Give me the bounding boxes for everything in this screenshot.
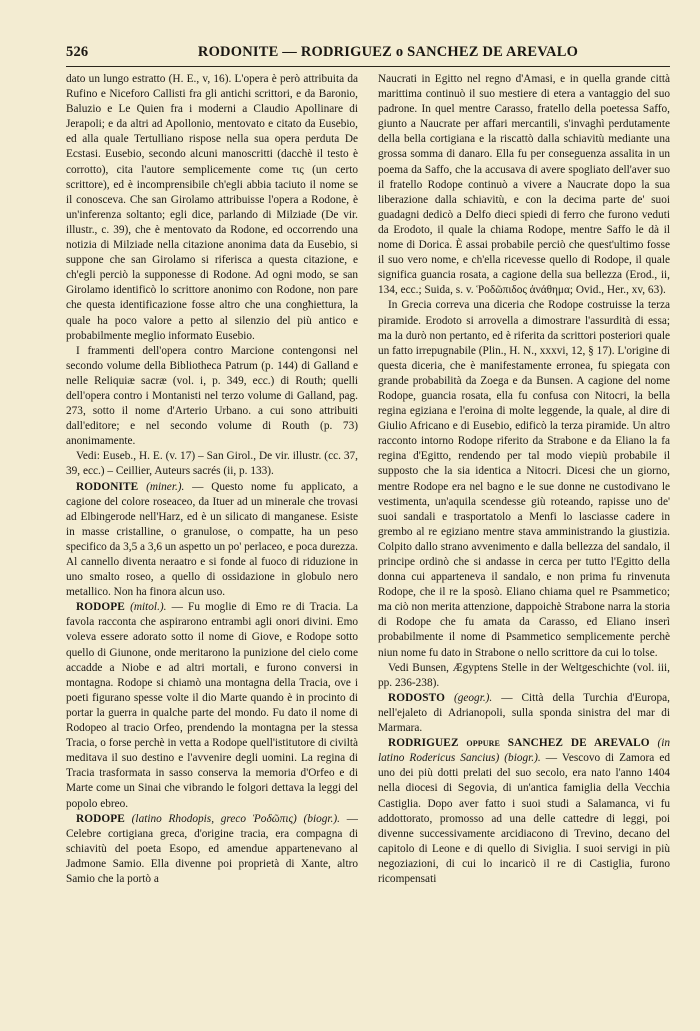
entry-tag: (in latino Rodericus Sancius) (biogr.).: [378, 737, 670, 765]
paragraph: [66, 344, 358, 450]
entry-headword: RODOPE: [76, 601, 125, 614]
paragraph-text: Vedi: Euseb., H. E. (v. 17) – San Girol., De vir. illustr. (cc. 37, 39, ecc.) – Ceillier, Auteurs sacrés (ii, p. 133).: [66, 450, 358, 478]
paragraph-text: dato un lungo estratto (H. E., v, 16). L'opera è però attribuita da Rufino e Niceforo Callisti fra gli antichi scrittori, e da Baronio, Baluzio e Le Quien fra i moderni a Claudio Apollinare di Jerapoli; e da altri ad Apollonio, mentovato e citato da Eusebio, ed alla quale Tertulliano rispose nella sua opera perduta De Ecstasi. Eusebio, secondo alcuni manoscritti (dacchè il testo è corrotto), cita l'autore semplicemente come τις (un certo scrittore), ed è incomprensibile ch'egli abbia taciuto il nome se il conosceva. Che san Girolamo attribuisse l'opera a Rodone, è un'inferenza soltanto; egli dice, parlando di Milziade (De vir. illustr., c. 39), che è mentovato da Rodone, ed occorrendo una notizia di Milziade nella citazione anonima data da Eusebio, si suppone che san Girolamo si riferisca a questa citazione, e ch'egli perciò la supponesse di Rodone. Ad ogni modo, se san Girolamo identificò lo scrittore anonimo con Rodone, non pare che questa identificazione fosse altro che una congħiettura, la quale ha poco valore a petto al silenzio del più antico e probabilmente meglio informato Eusebio.: [66, 73, 358, 342]
entry-headword: RODRIGUEZ oppure SANCHEZ DE AREVALO: [388, 737, 650, 750]
entry-tag: (mitol.).: [130, 601, 167, 614]
paragraph: [66, 449, 358, 479]
left-column: [66, 72, 358, 1011]
paragraph-text: I frammenti dell'opera contro Marcione contengonsi nel secondo volume della Bibliotheca Patrum (p. 144) di Galland e nelle Reliquiæ sacræ (vol. i, p. 349, ecc.) di Routh; quelli dell'opera contro i Montanisti nel terzo volume di Galland, pag. 273, sotto il nome d'Arterio Urbano. a cui sono attribuiti dall'editore; e nel secondo volume di Routh (p. 73) anonimamente.: [66, 344, 358, 448]
page-number: 526: [66, 44, 89, 60]
dictionary-entry: [66, 812, 358, 887]
paragraph-text: Naucrati in Egitto nel regno d'Amasi, e in quella grande città marittima continuò il suo mestiere di etera a vantaggio del suo padrone. In quel mentre Carasso, fratello della poetessa Saffo, giunto a Naucrate per affari mercantili, s'invaghì perdutamente della bella cortigiana e la riscattò dalla schiavitù mediante una grossa somma di danaro. Ella fu per conseguenza assalita in un poema da Saffo, che la accusava di avere spogliato dell'aver suo il fratello Rodope continuò a vivere a Naucrate dopo la sua liberazione dalla schiavitù, e con la decima parte de' suoi guadagni dedicò a Delfo dieci spiedi di ferro che furono veduti da Erodoto, il quale la chiama Rodope, mentre Saffo le dà il nome di Dorica. È assai probabile perciò che quest'ultimo fosse il suo vero nome, e ch'ella ricevesse quello di Rodope, il quale significa guancia rosata, a cagione della sua bellezza (Erod., ii, 134, ecc.; Suida, s. v. Ῥοδῶπιδος ἀνάθημα; Ovid., Her., xv, 63).: [378, 73, 670, 297]
paragraph-text: In Grecia correva una diceria che Rodope costruisse la terza piramide. Erodoto si arrovella a dimostrare l'assurdità di essa; ma la durò non pertanto, ed è riferita da scrittori posteriori quale un fatto irrepugnabile (Plin., H. N., xxxvi, 12, § 17). L'origine di questa diceria, che è manifestamente erronea, fu spiegata con grande probabilità da Zoega e da Bunsen. A cagione del nome Rodope, guancia rosata, ella fu confusa con Nitocri, la bella regina egiziana e l'eroina di molte leggende, la quale, al dire di Giulio Africano e di Eusebio, edificò la terza piramide. Un altro racconto intorno Rodope riferito da Strabone e da Eliano la fa regina d'Egitto, rendendo per tal modo viepiù probabile il supposto che la sia identica a Nitocri. Dicesi che un giorno, mentre Rodope era nel bagno e le sue donne ne custodivano le vestimenta, un'aquila scendesse giù roteando, rapisse uno de' suoi sandali e trasportatolo a Menfi lo lasciasse cadere in grembo al re egiziano mentre stava amministrando la giustizia. Colpito dallo strano avvenimento e dalla bellezza del sandalo, il principe ordinò che si andasse in cerca per tutto l'Egitto della donna cui apparteneva il sandalo, e non prima fu rinvenuta Rodope, che il re la sposò. Eliano chiama quel re Psammetico; ma ciò non merita attenzione, dappoichè Strabone narra la storia di Rodope che fu amata da Carasso, ed Eliano inserì probabilmente il nome di Psammetico semplicemente perchè niun nome fu dato in Strabone o nello scrittore da cui lo tolse.: [378, 299, 670, 659]
entry-headword: RODONITE: [76, 480, 139, 493]
dictionary-entry: [66, 600, 358, 811]
paragraph: [378, 661, 670, 691]
header-rule: [66, 66, 670, 67]
entry-tag: (latino Rhodopis, greco Ῥοδῶπις) (biogr.).: [131, 812, 340, 825]
paragraph-text: — Fu moglie di Emo re di Tracia. La favola racconta che aspirarono entrambi agli onori divini. Emo voleva essere adorato sotto il nome di Giove, e Rodope sotto quello di Giunone, onde meritarono la punizione del cielo come accadde a Niobe e ad altri mortali, e furono conversi in montagna. Rodope si chiamò una montagna della Tracia, ove i poeti figurano spesse volte il dio Marte quando è in procinto di portar la guerra in qualche parte del mondo. Fu dato il nome di Rodopeo al tracio Orfeo, prendendo la montagna per la stessa Tracia, o forse perchè in vetta a Rodope quell'istitutore di civiltà meditava il suo destino e l'avvenire degli uomini. La regina di Tracia trasformata in sasso conserva la memoria d'Orfeo e di Marte come un Sinai che vibrando le folgori dettava la leggi del popolo ebreo.: [66, 601, 358, 810]
entry-tag: (miner.).: [146, 480, 185, 493]
entry-headword: RODOPE: [76, 812, 125, 825]
paragraph-text: — Vescovo di Zamora ed uno dei più dotti prelati del suo secolo, era nato l'anno 1404 nella diocesi di Segovia, di un'antica famiglia della Vecchia Castiglia. Dopo aver fatto i suoi studi a Salamanca, vi fu addottorato, promosso ad una delle cattedre di leggi, poi divenne successivamente arcidiacono di Trevino, decano del capitolo di Leone e di quello di Siviglia. I suoi servigi in più negoziazioni, di cui lo incaricò il re di Castiglia, furono ricompensati: [378, 752, 670, 885]
paragraph: [378, 298, 670, 660]
continued-paragraph: [378, 72, 670, 298]
dictionary-entry: [66, 480, 358, 601]
paragraph-text: Vedi Bunsen, Ægyptens Stelle in der Weltgeschichte (vol. iii, pp. 236-238).: [378, 661, 670, 689]
running-title: RODONITE — RODRIGUEZ o SANCHEZ DE AREVALO: [197, 44, 579, 60]
entry-tag: (geogr.).: [453, 691, 493, 704]
text-columns: [66, 72, 670, 1011]
entry-headword: RODOSTO: [388, 691, 445, 704]
dictionary-entry: [378, 736, 670, 887]
continued-paragraph: [66, 72, 358, 344]
paragraph-text: — Città della Turchia d'Europa, nell'ejaleto di Adrianopoli, sulla sponda sinistra del mar di Marmara.: [378, 691, 670, 735]
paragraph-text: — Celebre cortigiana greca, d'origine tracia, era compagna di schiavitù del poeta Esopo, ed amendue appartenevano al Jadmone Samio. Ella divenne poi proprietà di Xante, altro Samio che la portò a: [66, 812, 358, 885]
dictionary-entry: [378, 691, 670, 736]
page-header: [66, 44, 670, 64]
right-column: [378, 72, 670, 1011]
paragraph-text: — Questo nome fu applicato, a cagione del colore roseaceo, da Ituer ad un minerale che trovasi ad Elbingerode nell'Harz, ed è un silicato di manganese. Esiste in masse cristalline, o granulose, o compatte, ha un peso specifico da 3,5 a 3,6 un aspetto un po' perlaceo, e poca durezza. Al cannello diventa neraatro e si fonde al fuoco di riduzione in uno smalto roseo, a quello di ossidazione in globulo nero metallico. Non ha finora alcun uso.: [66, 480, 358, 599]
